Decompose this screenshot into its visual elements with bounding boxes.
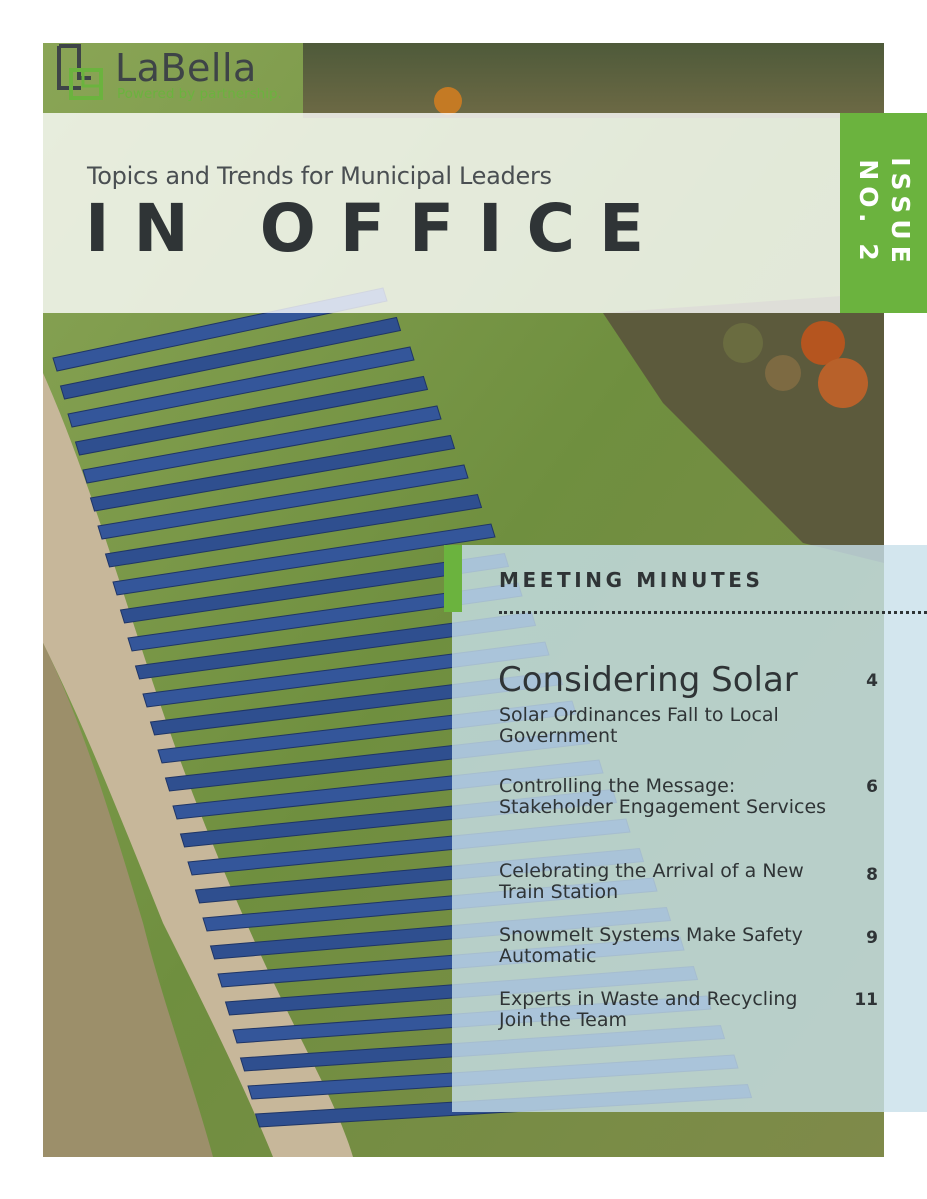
toc-item-train-station[interactable]: Celebrating the Arrival of a New Train Station	[499, 860, 804, 903]
issue-tab	[840, 113, 927, 313]
toc-page-snowmelt: 9	[866, 928, 878, 948]
toc-item-stakeholder[interactable]: Controlling the Message: Stakeholder Engagement Services	[499, 775, 827, 818]
feature-article-page: 4	[866, 671, 878, 691]
toc-page-train-station: 8	[866, 865, 878, 885]
issue-line-1: ISSUE	[886, 157, 915, 269]
masthead-title: IN OFFICE	[85, 190, 669, 267]
logo-name: LaBella	[115, 46, 257, 90]
toc-page-waste-recycling: 11	[854, 990, 878, 1010]
logo-tagline: Powered by partnership.	[117, 86, 282, 102]
contents-accent-bar	[444, 545, 462, 612]
toc-page-stakeholder: 6	[866, 777, 878, 797]
issue-line-2: NO. 2	[854, 159, 883, 267]
contents-heading: MEETING MINUTES	[499, 568, 764, 592]
labella-logo	[57, 44, 287, 104]
issue-label	[852, 157, 916, 269]
feature-article-subtitle[interactable]: Solar Ordinances Fall to Local Government	[499, 704, 779, 747]
labella-logo-icon	[57, 44, 105, 102]
masthead-subtitle: Topics and Trends for Municipal Leaders	[87, 162, 552, 190]
feature-article-title[interactable]: Considering Solar	[498, 660, 798, 700]
contents-divider	[499, 611, 927, 614]
toc-item-snowmelt[interactable]: Snowmelt Systems Make Safety Automatic	[499, 924, 803, 967]
toc-item-waste-recycling[interactable]: Experts in Waste and Recycling Join the Team	[499, 988, 798, 1031]
